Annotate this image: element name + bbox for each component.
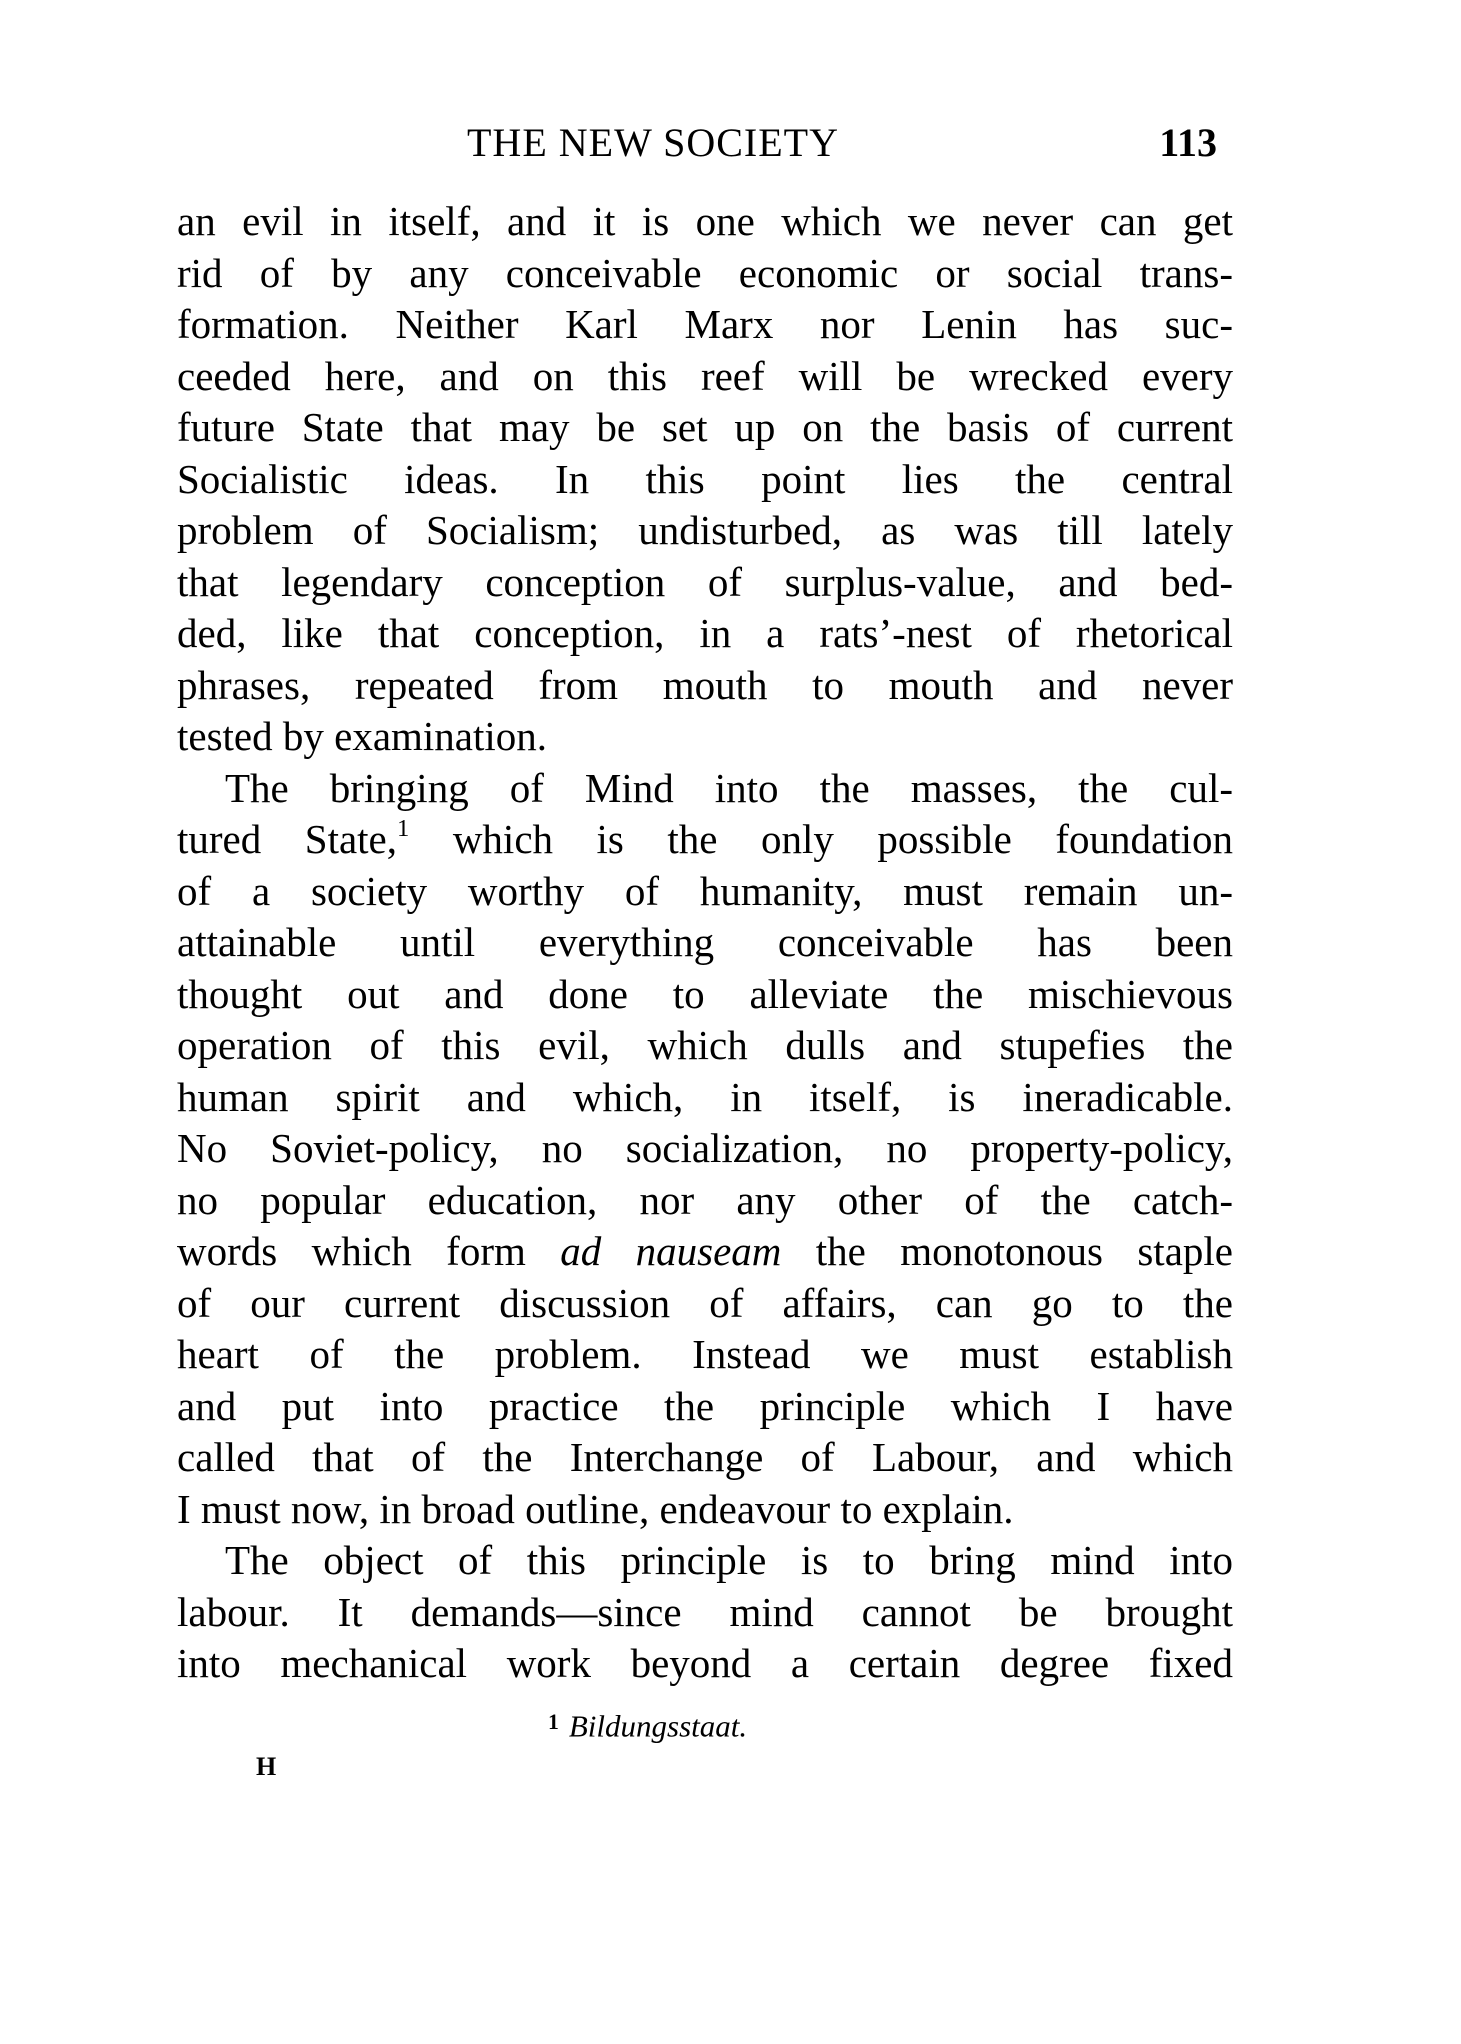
text-line: No Soviet-policy, no socialization, no property-policy,	[177, 1125, 1233, 1171]
text-line: that legendary conception of surplus-value, and bed-	[177, 558, 1233, 605]
text-line: operation of this evil, which dulls and stupefies the	[177, 1022, 1233, 1068]
text-line: labour. It demands—since mind cannot be brought	[177, 1588, 1233, 1635]
footnote-reference: 1	[397, 814, 410, 842]
paragraph-end-line: tested by examination.	[177, 713, 548, 759]
page-number: 113	[1159, 120, 1217, 165]
text-line: ded, like that conception, in a rats’-nest of rhetorical	[177, 610, 1233, 656]
text-line: future State that may be set up on the basis of current	[177, 404, 1233, 450]
text-line: human spirit and which, in itself, is ineradicable.	[177, 1073, 1233, 1120]
text-line	[177, 1226, 1233, 1278]
text-line: phrases, repeated from mouth to mouth and never	[177, 661, 1233, 708]
text-line: Socialistic ideas. In this point lies the central	[177, 455, 1233, 502]
text-line: called that of the Interchange of Labour, and which	[177, 1434, 1233, 1480]
text-line: problem of Socialism; undisturbed, as was till lately	[177, 507, 1233, 553]
running-title: THE NEW SOCIETY	[467, 120, 839, 165]
text-line: rid of by any conceivable economic or social trans-	[177, 249, 1233, 296]
text-fragment: tured State,	[177, 816, 397, 862]
text-fragment: which is the only possible foundation	[409, 816, 1233, 862]
text-line: thought out and done to alleviate the mischievous	[177, 970, 1233, 1017]
text-line: and put into practice the principle which I have	[177, 1382, 1233, 1429]
paragraph-start-line: The object of this principle is to bring mind into	[225, 1537, 1233, 1583]
text-line: no popular education, nor any other of the catch-	[177, 1176, 1233, 1223]
text-fragment: words which form	[177, 1228, 561, 1274]
text-line: of our current discussion of affairs, can go to the	[177, 1279, 1233, 1326]
text-line: ceeded here, and on this reef will be wrecked every	[177, 352, 1233, 399]
text-fragment: the monotonous staple	[781, 1228, 1233, 1274]
running-header	[177, 118, 1233, 168]
paragraph-start-line: The bringing of Mind into the masses, the cul-	[225, 764, 1233, 811]
text-line: heart of the problem. Instead we must establish	[177, 1331, 1233, 1377]
text-line: formation. Neither Karl Marx nor Lenin has suc-	[177, 301, 1233, 347]
footnote	[548, 1702, 747, 1747]
body-text	[177, 196, 1233, 1690]
text-line: attainable until everything conceivable has been	[177, 919, 1233, 965]
footnote-text: Bildungsstaat.	[568, 1708, 748, 1744]
italic-phrase: ad nauseam	[560, 1228, 782, 1274]
footnote-marker: 1	[548, 1710, 559, 1734]
text-line: an evil in itself, and it is one which we never can get	[177, 198, 1233, 244]
signature-mark: H	[256, 1752, 277, 1781]
text-line: of a society worthy of humanity, must remain un-	[177, 867, 1233, 914]
paragraph-end-line: I must now, in broad outline, endeavour to explain.	[177, 1485, 1014, 1532]
text-line	[177, 814, 1233, 866]
text-line: into mechanical work beyond a certain degree fixed	[177, 1640, 1233, 1686]
